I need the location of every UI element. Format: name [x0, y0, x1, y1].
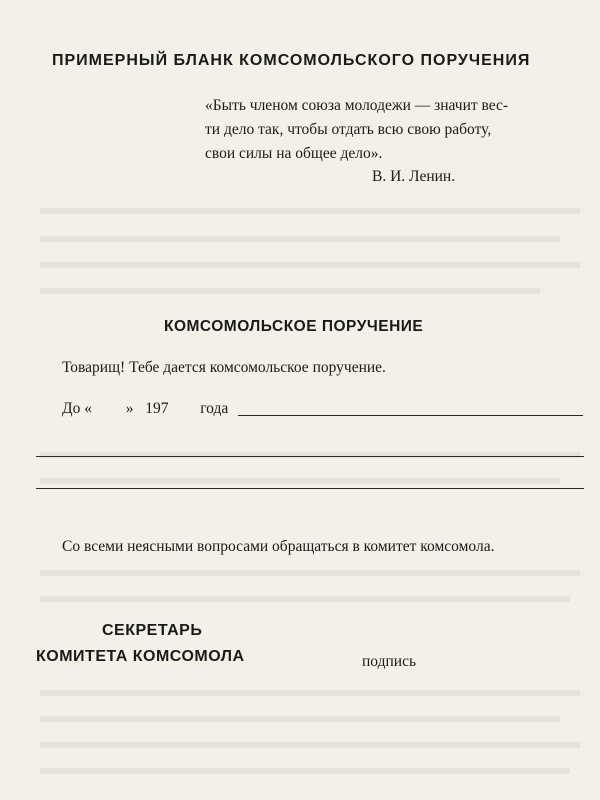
deadline-row: [62, 400, 228, 418]
page-title: ПРИМЕРНЫЙ БЛАНК КОМСОМОЛЬСКОГО ПОРУЧЕНИЯ: [52, 52, 531, 69]
assignment-line-3[interactable]: [36, 488, 584, 489]
signature-label: подпись: [362, 653, 417, 670]
greeting-text: Товарищ! Тебе дается комсомольское поручение.: [62, 359, 386, 376]
epigraph-quote: [205, 94, 587, 166]
epigraph-author: В. И. Ленин.: [372, 168, 456, 185]
epigraph-line: свои силы на общее дело».: [205, 145, 383, 162]
deadline-close-quote: »: [125, 400, 134, 417]
deadline-year: 197: [145, 400, 169, 417]
deadline-suffix: года: [200, 400, 229, 417]
signature-role-line-2: КОМИТЕТА КОМСОМОЛА: [36, 648, 245, 665]
deadline-prefix: До «: [62, 400, 92, 417]
epigraph-line: ти дело так, чтобы отдать всю свою работу,: [205, 121, 492, 138]
assignment-line-1[interactable]: [238, 415, 583, 416]
signature-role-line-1: СЕКРЕТАРЬ: [102, 622, 203, 639]
form-title: КОМСОМОЛЬСКОЕ ПОРУЧЕНИЕ: [164, 318, 424, 335]
contact-note: Со всеми неясными вопросами обращаться в комитет комсомола.: [62, 538, 495, 555]
epigraph-line: «Быть членом союза молодежи — значит вес-: [205, 97, 509, 114]
assignment-line-2[interactable]: [36, 456, 584, 457]
